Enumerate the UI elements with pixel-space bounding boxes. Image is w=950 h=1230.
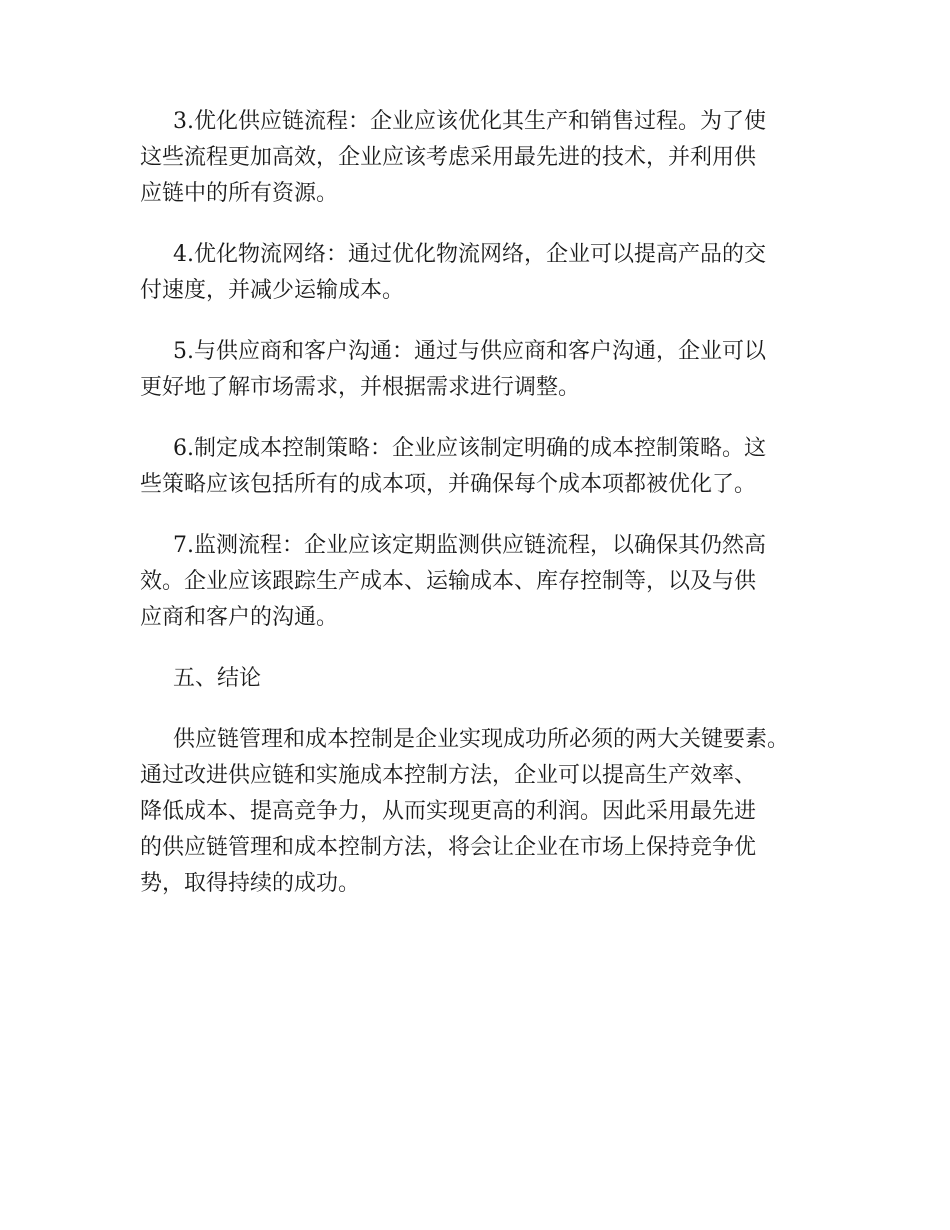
text-line: 通过改进供应链和实施成本控制方法，企业可以提高生产效率、 xyxy=(140,763,757,788)
text-line: 应链中的所有资源。 xyxy=(140,181,339,206)
text-line: 3.优化供应链流程：企业应该优化其生产和销售过程。为了使 xyxy=(173,109,766,134)
text-line: 供应链管理和成本控制是企业实现成功所必须的两大关键要素。 xyxy=(173,727,790,752)
text-line: 效。企业应该跟踪生产成本、运输成本、库存控制等，以及与供 xyxy=(140,569,757,594)
paragraph-item-6-cost-strategy xyxy=(140,431,810,503)
text-line: 更好地了解市场需求，并根据需求进行调整。 xyxy=(140,375,581,400)
paragraph-item-4-logistics-network xyxy=(140,237,810,309)
paragraph-conclusion xyxy=(140,722,810,902)
text-line: 些策略应该包括所有的成本项，并确保每个成本项都被优化了。 xyxy=(140,472,757,497)
text-line: 势，取得持续的成功。 xyxy=(140,871,361,896)
text-line: 降低成本、提高竞争力，从而实现更高的利润。因此采用最先进 xyxy=(140,799,757,824)
text-line: 应商和客户的沟通。 xyxy=(140,605,339,630)
text-line: 6.制定成本控制策略：企业应该制定明确的成本控制策略。这 xyxy=(173,436,766,461)
section-heading-conclusion xyxy=(140,661,810,697)
heading-text: 五、结论 xyxy=(173,666,262,691)
text-line: 5.与供应商和客户沟通：通过与供应商和客户沟通，企业可以 xyxy=(173,339,766,364)
paragraph-item-7-monitoring xyxy=(140,528,810,636)
text-line: 这些流程更加高效，企业应该考虑采用最先进的技术，并利用供 xyxy=(140,145,757,170)
text-line: 7.监测流程：企业应该定期监测供应链流程，以确保其仍然高 xyxy=(173,533,766,558)
text-line: 付速度，并减少运输成本。 xyxy=(140,278,405,303)
text-line: 4.优化物流网络：通过优化物流网络，企业可以提高产品的交 xyxy=(173,242,766,267)
paragraph-item-3-optimize-supply-chain xyxy=(140,104,810,212)
paragraph-item-5-communication xyxy=(140,334,810,406)
document-body xyxy=(140,104,810,927)
text-line: 的供应链管理和成本控制方法，将会让企业在市场上保持竞争优 xyxy=(140,835,757,860)
